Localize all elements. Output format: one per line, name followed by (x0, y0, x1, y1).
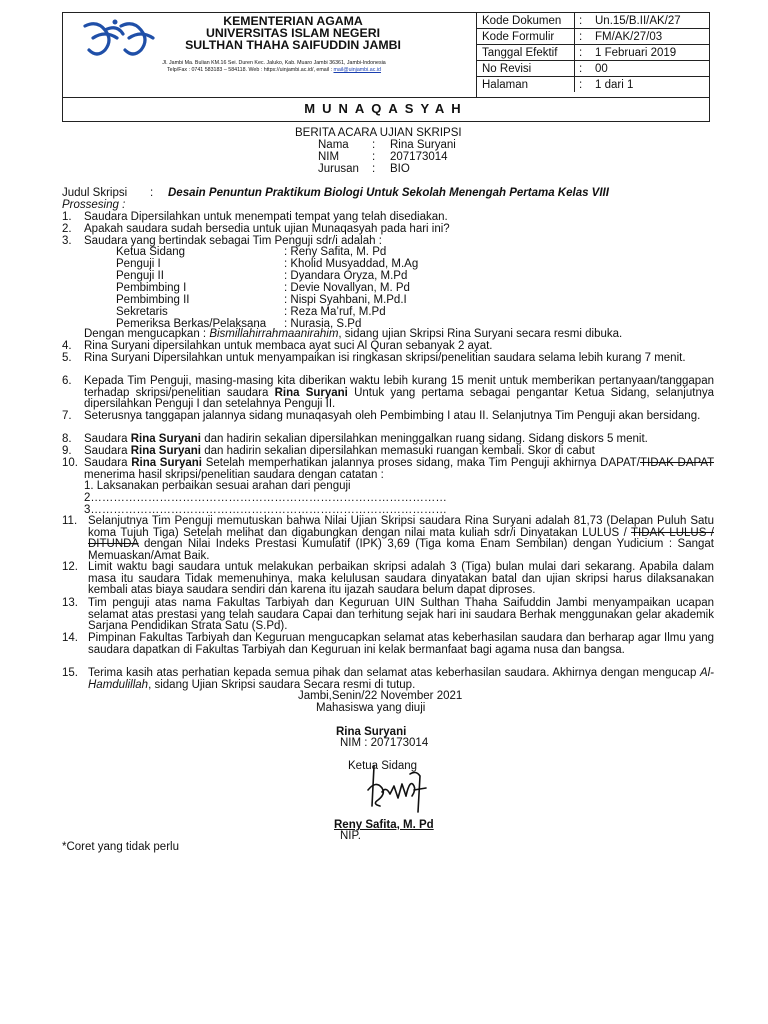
item-number: 3. (62, 235, 72, 247)
item-11-part: dengan Nilai Indeks Prestasi Kumulatif (IPK) 3,69 (Tiga koma Enam Sembilan) dengan Yudicium : Sangat Memuaskan/Amat Baik. (88, 538, 714, 562)
university-name: UNIVERSITAS ISLAM NEGERI (206, 26, 380, 40)
item-10-part: Saudara (84, 457, 132, 469)
item-number: 11. (62, 515, 78, 527)
panel-member: : Dyandara Oryza, M.Pd (284, 270, 408, 282)
item-5-text: Rina Suryani Dipersilahkan untuk menyampaikan isi ringkasan skripsi/penelitian saudara selama lebih kurang 7 menit. (84, 352, 686, 364)
table-row (477, 45, 709, 61)
panel-member: : Nispi Syahbani, M.Pd.I (284, 294, 407, 306)
item-number: 7. (62, 410, 72, 422)
doc-info-key: Kode Dokumen (477, 13, 575, 29)
doc-info-value: Un.15/B.II/AK/27 (589, 13, 709, 29)
item-9-part: dan hadirin sekalian dipersilahkan memasuki ruangan kembali. Skor di cabut (201, 445, 595, 457)
item-11-text (88, 516, 714, 562)
panel-member: : Reza Ma’ruf, M.Pd (284, 306, 386, 318)
doc-info-value: 1 dari 1 (595, 78, 634, 91)
report-heading: BERITA ACARA UJIAN SKRIPSI (295, 127, 462, 139)
student-nim: NIM : 207173014 (340, 737, 429, 749)
item-number: 9. (62, 445, 72, 457)
item-number: 8. (62, 433, 72, 445)
panel-role: Penguji II (116, 270, 164, 282)
university-name-line2: SULTHAN THAHA SAIFUDDIN JAMBI (185, 38, 401, 52)
doc-info-sep: : (575, 45, 590, 61)
item-number: 14. (62, 632, 78, 644)
item-number: 5. (62, 352, 72, 364)
field-value-nim: 207173014 (390, 151, 448, 163)
item-13-text: Tim penguji atas nama Fakultas Tarbiyah dan Keguruan UIN Sulthan Thaha Saifuddin Jambi menyampaikan ucapan selamat atas prestasi yang telah saudara Capai dan terhitung sejak hari ini saudara Berhak menggunakan gelar akademik Sarjana Pendidikan Strata Satu (S.Pd). (88, 597, 714, 633)
panel-member: : Reny Safita, M. Pd (284, 246, 387, 258)
field-sep: : (372, 139, 376, 151)
ministry-name: KEMENTERIAN AGAMA (223, 14, 363, 28)
processing-label: Prossesing : (62, 199, 126, 211)
item-15-part: Terima kasih atas perhatian kepada semua pihak dan selamat atas keberhasilan saudara. Akhirnya dengan mengucap (88, 667, 700, 679)
panel-role: Sekretaris (116, 306, 168, 318)
field-value-department: BIO (390, 163, 410, 175)
student-name-bold: Rina Suryani (130, 433, 201, 445)
item-10-part: menerima hasil skripsi/penelitian saudara dengan catatan : (84, 468, 384, 481)
table-row (477, 13, 709, 29)
doc-info-value: 00 (589, 61, 709, 77)
document-info-table (477, 13, 709, 92)
item-9-text (84, 446, 595, 458)
student-name-bold: Rina Suryani (274, 386, 348, 399)
item-1-text: Saudara Dipersilahkan untuk menempati tempat yang telah disediakan. (84, 211, 448, 223)
item-number: 12. (62, 561, 78, 573)
opening-text: Dengan mengucapkan : (84, 328, 210, 340)
item-number: 4. (62, 340, 72, 352)
institution-block (63, 13, 477, 97)
note-line: 2………………………………………………………………………………… (84, 492, 447, 504)
item-number: 2. (62, 223, 72, 235)
student-caption: Mahasiswa yang diuji (316, 702, 426, 714)
struck-option: TIDAK LULUS / DITUNDA (88, 526, 714, 551)
contact-text: Telp/Fax : 0741 583183 – 584118. Web : https://uinjambi.ac.id/, email : (167, 67, 334, 73)
opening-text: , sidang ujian Skripsi Rina Suryani secara resmi dibuka. (338, 328, 623, 340)
item-15-italic: Al-Hamdulillah (88, 667, 714, 691)
thesis-title: Desain Penuntun Praktikum Biologi Untuk Sekolah Menengah Pertama Kelas VIII (168, 187, 609, 199)
opening-statement (84, 329, 622, 341)
panel-member: : Devie Novallyan, M. Pd (284, 282, 410, 294)
item-4-text: Rina Suryani dipersilahkan untuk membaca ayat suci Al Quran sebanyak 2 ayat. (84, 340, 493, 352)
item-12-text: Limit waktu bagi saudara untuk melakukan perbaikan skripsi adalah 3 (Tiga) bulan mulai dari sekarang. Apabila dalam masa itu saudara Tidak memenuhinya, maka kelulusan saudara dinyatakan batal dan ujian skripsi harus dilaksanakan kembali atas biaya saudara sendiri dan karena itu ijazah saudara belum dapat diproses. (88, 561, 714, 597)
item-number: 1. (62, 211, 72, 223)
panel-member: : Kholid Musyaddad, M.Ag (284, 258, 419, 270)
item-15-text (88, 668, 714, 691)
field-value-name: Rina Suryani (390, 139, 456, 151)
item-8-part: Saudara (84, 433, 131, 445)
panel-member: : Nurasia, S.Pd (284, 318, 362, 330)
note-line: 3………………………………………………………………………………… (84, 504, 447, 516)
item-6-text (84, 376, 714, 411)
doc-info-key: Halaman (477, 77, 575, 93)
footnote: *Coret yang tidak perlu (62, 841, 179, 853)
struck-option: TIDAK DAPAT (639, 457, 714, 469)
panel-role: Pemeriksa Berkas/Pelaksana (116, 318, 267, 330)
doc-info-value: 1 Februari 2019 (589, 45, 709, 61)
doc-info-value: FM/AK/27/03 (589, 29, 709, 45)
item-10-text (84, 458, 714, 481)
item-3-text: Saudara yang bertindak sebagai Tim Penguji sdr/i adalah : (84, 235, 382, 247)
panel-role: Pembimbing I (116, 282, 187, 294)
student-name: Rina Suryani (336, 726, 407, 738)
panel-role: Penguji I (116, 258, 161, 270)
field-label-nim: NIM (318, 151, 340, 163)
institution-contact (75, 67, 473, 73)
note-line: 1. Laksanakan perbaikan sesuai arahan dari penguji (84, 480, 351, 492)
item-15-part: , sidang Ujian Skripsi saudara Secara resmi di tutup. (148, 678, 416, 691)
doc-info-sep: : (575, 13, 590, 29)
item-6-part: Untuk yang pertama sebagai pengantar Ketua Sidang, selanjutnya dipersilahkan Penguji I dan setelahnya Penguji II. (84, 386, 714, 411)
doc-info-sep: : (575, 29, 590, 45)
institution-address: Jl. Jambi Ma. Bulian KM.16 Sei. Duren Kec. Jaluko, Kab. Muaro Jambi 36361, Jambi-Indonesia (162, 60, 386, 66)
field-label-department: Jurusan (318, 163, 359, 175)
thesis-sep: : (150, 187, 154, 199)
item-number: 15. (62, 667, 78, 679)
student-name-bold: Rina Suryani (131, 457, 202, 469)
item-number: 10. (62, 457, 78, 469)
chair-name: Reny Safita, M. Pd (334, 819, 434, 831)
item-number: 13. (62, 597, 78, 609)
item-7-text: Seterusnya tanggapan jalannya sidang munaqasyah oleh Pembimbing I atau II. Selanjutnya Tim Penguji akan bersidang. (84, 410, 701, 422)
form-title: MUNAQASYAH (63, 97, 709, 121)
item-11-part: Selanjutnya Tim Penguji memutuskan bahwa Nilai Ujian Skripsi saudara Rina Suryani adalah 81,73 (Delapan Puluh Satu koma Tujuh Tiga) Setelah melihat dan digabungkan dengan nilai mata kuliah sdr/i Dinyatakan LULUS / (88, 515, 714, 539)
doc-info-sep: : (579, 78, 583, 91)
thesis-label: Judul Skripsi (62, 187, 128, 199)
email-link[interactable]: mail@uinjambi.ac.id (333, 67, 381, 73)
item-8-part: dan hadirin sekalian dipersilahkan meninggalkan ruang sidang. Sidang diskors 5 menit. (201, 433, 648, 445)
item-number: 6. (62, 375, 72, 387)
item-10-part: Setelah memperhatikan jalannya proses sidang, maka Tim Penguji akhirnya DAPAT/ (202, 457, 640, 469)
table-row (477, 29, 709, 45)
item-2-text: Apakah saudara sudah bersedia untuk ujian Munaqasyah pada hari ini? (84, 223, 450, 235)
doc-info-key: Tanggal Efektif (477, 45, 575, 61)
field-sep: : (372, 163, 376, 175)
field-sep: : (372, 151, 376, 163)
doc-info-key: No Revisi (477, 61, 575, 77)
panel-role: Ketua Sidang (116, 246, 186, 258)
chair-caption: Ketua Sidang (348, 760, 418, 772)
table-row (477, 77, 709, 93)
student-name-bold: Rina Suryani (130, 445, 201, 457)
item-14-text: Pimpinan Fakultas Tarbiyah dan Keguruan mengucapkan selamat atas keberhasilan saudara dan berharap agar Ilmu yang saudara dapatkan di Fakultas Tarbiyah dan Keguruan ini kelak bermanfaat bagi agama nusa dan bangsa. (88, 632, 714, 656)
doc-info-key: Kode Formulir (477, 29, 575, 45)
panel-role: Pembimbing II (116, 294, 190, 306)
document-header (62, 12, 710, 122)
chair-nip: NIP. (340, 830, 361, 842)
place-date: Jambi,Senin/22 November 2021 (298, 690, 463, 702)
item-9-part: Saudara (84, 445, 131, 457)
table-row (477, 61, 709, 77)
item-8-text (84, 434, 648, 446)
field-label-name: Nama (318, 139, 349, 151)
opening-basmalah: Bismillahirrahmaanirahim (209, 328, 339, 340)
doc-info-sep: : (575, 61, 590, 77)
signature-icon (360, 760, 436, 816)
item-6-part: Kepada Tim Penguji, masing-masing kita diberikan waktu lebih kurang 15 menit untuk memberikan pertanyaan/tanggapan terhadap skripsi/penelitian saudara (84, 375, 714, 399)
